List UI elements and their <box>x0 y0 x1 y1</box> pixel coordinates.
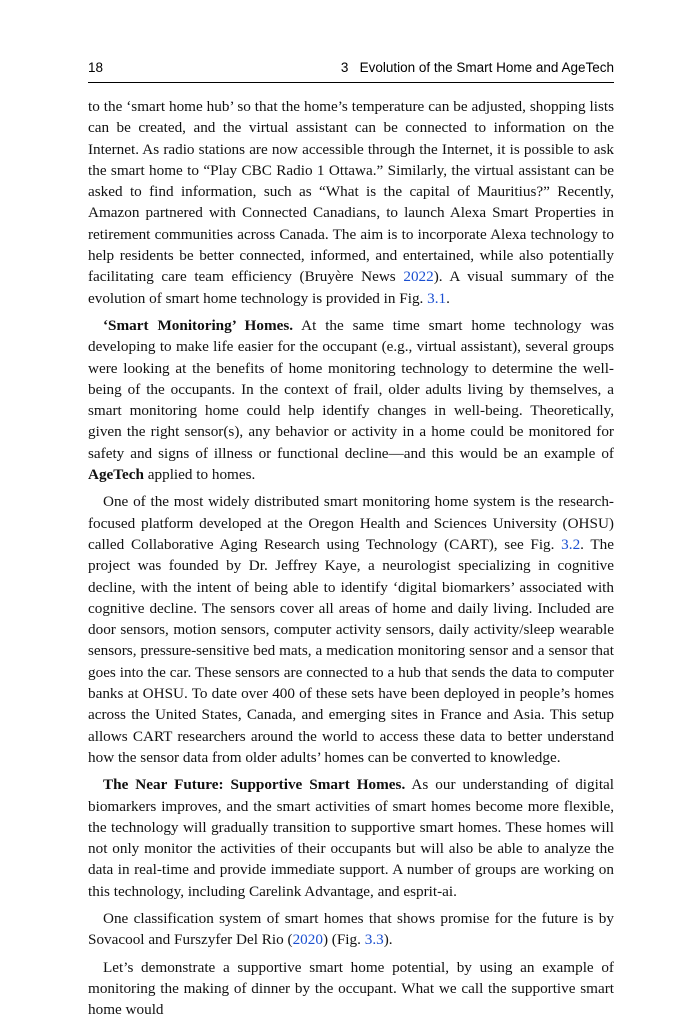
text-run: At the same time smart home technology was developing to make life easier for the occupant (e.g., virtual assistant), several groups were looking at the benefits of home monitoring technology to determine the well-being of the occupants. In the context of frail, older adults living by themselves, a smart monitoring home could help identify changes in well-being. Theoretically, given the right sensor(s), any behavior or activity in a home could be monitored for safety and signs of illness or functional decline—and this would be an example of <box>88 316 614 462</box>
figure-reference-link[interactable]: 3.3 <box>364 931 384 949</box>
citation-link[interactable]: 2022 <box>403 268 434 286</box>
text-run: One of the most widely distributed smart monitoring home system is the research-focused platform developed at the Oregon Health and Sciences University (OHSU) called Collaborative Aging Research using Technology (CART), see Fig. <box>88 493 614 553</box>
bold-term: AgeTech <box>88 466 144 484</box>
text-run: ). <box>383 931 393 949</box>
text-run: . <box>446 289 450 307</box>
text-run: ) (Fig. <box>322 931 365 949</box>
run-in-heading: The Near Future: Supportive Smart Homes. <box>103 776 406 794</box>
text-run: Let’s demonstrate a supportive smart home potential, by using an example of monitoring the making of dinner by the occupant. What we call the supportive smart home would <box>88 958 614 1019</box>
paragraph-supportive-homes <box>88 774 614 902</box>
text-run: . The project was founded by Dr. Jeffrey Kaye, a neurologist specializing in cognitive decline, with the intent of being able to identify ‘digital biomarkers’ associated with cognitive decline. The sensors cover all areas of home and daily living. Included are door sensors, motion sensors, computer activity sensors, daily activity/sleep wearable sensors, pressure-sensitive bed mats, a medication monitoring sensor and a sensor that goes into the car. These sensors are connected to a hub that sends the data to computer banks at OHSU. To date over 400 of these sets have been deployed in people’s homes across the United States, Canada, and emerging sites in France and Asia. This setup allows CART researchers around the world to access these data to better understand how the sensor data from older adults’ homes can be converted to knowledge. <box>88 535 614 766</box>
text-run: applied to homes. <box>143 466 256 484</box>
body-text <box>88 96 614 1026</box>
text-run: ). A visual summary of the evolution of smart home technology is provided in Fig. <box>88 268 615 307</box>
text-run: to the ‘smart home hub’ so that the home’s temperature can be adjusted, shopping lists can be created, and the virtual assistant can be connected to information on the Internet. As radio stations are now accessible through the Internet, it is possible to ask the smart home to “Play CBC Radio 1 Ottawa.” Similarly, the virtual assistant can be asked to find information, such as “What is the capital of Mauritius?” Recently, Amazon partnered with Connected Canadians, to launch Alexa Smart Properties in retirement communities across Canada. The aim is to incorporate Alexa technology to help residents be better connected, informed, and entertained, while also potentially facilitating care team efficiency (Bruyère News <box>88 98 614 286</box>
text-run: As our understanding of digital biomarkers improves, and the smart activities of smart homes become more flexible, the technology will gradually transition to supportive smart homes. These homes will not only monitor the activities of their occupants but will also be able to analyze the data in real-time and provide immediate support. A number of groups are working on this technology, including Carelink Advantage, and esprit-ai. <box>88 776 614 900</box>
run-in-heading: ‘Smart Monitoring’ Homes. <box>103 316 294 334</box>
paragraph-1 <box>88 96 614 309</box>
paragraph-smart-monitoring <box>88 315 614 485</box>
page-number: 18 <box>88 60 104 75</box>
paragraph-classification <box>88 908 614 951</box>
chapter-title: 3 Evolution of the Smart Home and AgeTech <box>340 60 614 75</box>
figure-reference-link[interactable]: 3.2 <box>561 535 581 553</box>
running-header <box>88 60 614 83</box>
text-run: One classification system of smart homes that shows promise for the future is by Sovacool and Furszyfer Del Rio ( <box>88 909 614 949</box>
paragraph-dinner-example <box>88 957 614 1021</box>
citation-link[interactable]: 2020 <box>292 931 323 949</box>
figure-reference-link[interactable]: 3.1 <box>427 289 447 307</box>
paragraph-cart <box>88 491 614 768</box>
